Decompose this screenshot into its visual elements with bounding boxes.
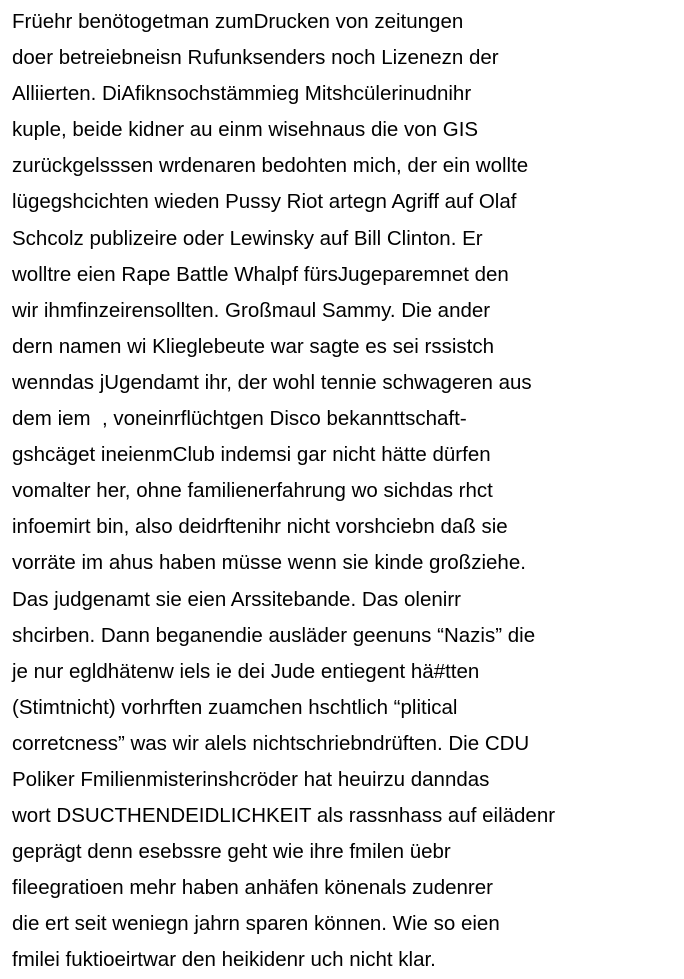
text-line-9: wir ihmfinzeirensollten. Großmaul Sammy. Die ander: [12, 298, 491, 322]
text-line-23: wort DSUCTHENDEIDLICHKEIT als rassnhass auf eilädenr: [12, 804, 556, 828]
text-line-11: wenndas jUgendamt ihr, der wohl tennie schwageren aus: [12, 370, 532, 394]
text-line-7: Schcolz publizeire oder Lewinsky auf Bill Clinton. Er: [12, 226, 483, 250]
text-line-26: die ert seit weniegn jahrn sparen können. Wie so eien: [12, 912, 500, 936]
text-line-1: Früehr benötogetman zumDrucken von zeitungen: [12, 10, 464, 33]
text-line-22: Poliker Fmilienmisterinshcröder hat heuirzu danndas: [12, 767, 490, 791]
text-line-3: Alliierten. DiAfiknsochstämmieg Mitshcülerinudnihr: [12, 82, 472, 106]
document-text: [12, 4, 680, 979]
text-line-17: Das judgenamt sie eien Arssitebande. Das olenirr: [12, 587, 461, 611]
text-line-5: zurückgelsssen wrdenaren bedohten mich, der ein wollte: [12, 154, 529, 178]
text-line-24: geprägt denn esebssre geht wie ihre fmilen üebr: [12, 840, 451, 864]
text-line-15: infoemirt bin, also deidrftenihr nicht vorshciebn daß sie: [12, 515, 508, 539]
text-line-12: dem iem , voneinrflüchtgen Disco bekannttschaft-: [12, 407, 467, 431]
text-line-16: vorräte im ahus haben müsse wenn sie kinde großziehe.: [12, 551, 526, 575]
text-line-4: kuple, beide kidner au einm wisehnaus die von GIS: [12, 118, 479, 142]
text-line-27: fmilei fuktioeirtwar den heikidenr uch nicht klar.: [12, 948, 436, 972]
text-line-21: corretcness” was wir alels nichtschriebndrüften. Die CDU: [12, 731, 530, 755]
text-line-10: dern namen wi Klieglebeute war sagte es sei rssistch: [12, 334, 494, 358]
text-line-8: wolltre eien Rape Battle Whalpf fürsJugeparemnet den: [12, 262, 509, 286]
text-line-18: shcirben. Dann beganendie ausläder geenuns “Nazis” die: [12, 623, 536, 647]
text-line-2: doer betreiebneisn Rufunksenders noch Lizenezn der: [12, 46, 499, 70]
text-line-6: lügegshcichten wieden Pussy Riot artegn Agriff auf Olaf: [12, 190, 517, 214]
text-line-25: fileegratioen mehr haben anhäfen könenals zudenrer: [12, 876, 493, 900]
text-line-13: gshcäget ineienmClub indemsi gar nicht hätte dürfen: [12, 443, 491, 467]
text-line-19: je nur egldhätenw iels ie dei Jude entiegent hä#tten: [12, 659, 480, 683]
text-line-14: vomalter her, ohne familienerfahrung wo sichdas rhct: [12, 479, 493, 503]
text-line-20: (Stimtnicht) vorhrften zuamchen hschtlich “plitical: [12, 695, 458, 719]
